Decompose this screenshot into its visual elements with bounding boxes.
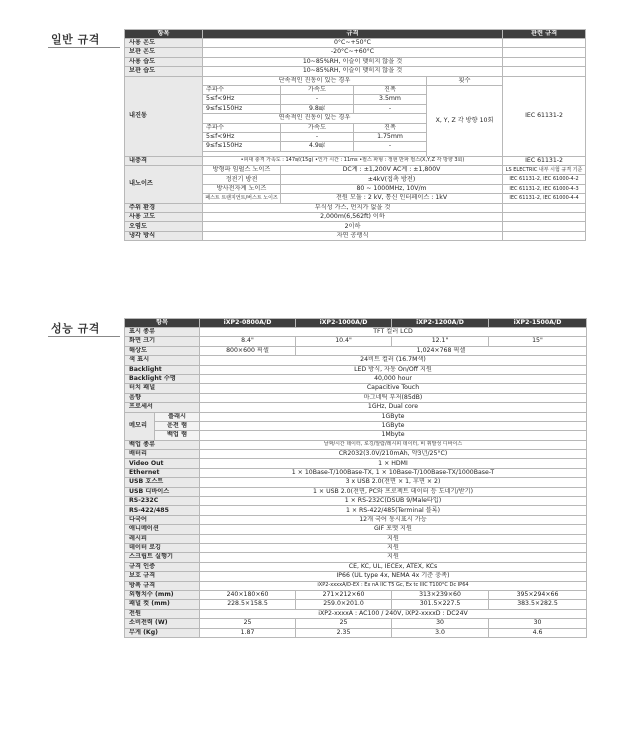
row-label: 데이터 로깅 (125, 543, 200, 552)
table-row (125, 450, 587, 459)
row-empty (503, 48, 586, 57)
row-value: 383.5×282.5 (489, 600, 587, 609)
row-value: 30 (489, 619, 587, 628)
row-label: 사용 온도 (125, 39, 203, 48)
row-value: 12개 국어 동시표시 가능 (200, 515, 587, 524)
row-value: 10.4" (296, 337, 392, 346)
row-label: 사용 습도 (125, 57, 203, 66)
row-value: -20°C~+60°C (203, 48, 503, 57)
row-value: 301.5×227.5 (392, 600, 489, 609)
row-empty (503, 57, 586, 66)
general-title-divider (48, 47, 120, 48)
table-row (125, 468, 587, 477)
col-freq: 주파수 (203, 85, 281, 94)
table-row (125, 487, 587, 496)
row-value: 1.87 (200, 628, 296, 637)
row-label: 스크립트 실행기 (125, 553, 200, 562)
row-value: 3.0 (392, 628, 489, 637)
table-row (125, 222, 586, 231)
table-row (125, 213, 586, 222)
header-related: 관련 규격 (503, 30, 586, 39)
table-row (125, 337, 587, 346)
row-empty (503, 213, 586, 222)
row-value: 271×212×60 (296, 590, 392, 599)
header-model-1: iXP2-0800A/D (200, 319, 296, 328)
noise-standard: IEC 61131-2, IEC 61000-4-2 (503, 175, 586, 184)
table-row (125, 57, 586, 66)
memory-value: 1GByte (200, 421, 587, 430)
memory-row (125, 431, 587, 440)
row-value: 3 x USB 2.0(전면 × 1, 후면 × 2) (200, 478, 587, 487)
table-row (125, 628, 587, 637)
row-label: 냉각 방식 (125, 231, 203, 240)
general-header-row (125, 30, 586, 39)
table-row (125, 384, 587, 393)
row-label: 색 표시 (125, 356, 200, 365)
table-row (125, 609, 587, 618)
row-value: 날짜/시간 데이터, 로깅/알람/레시피 데이터, 비 휘발성 디바이스 (200, 440, 587, 449)
row-label: 주위 환경 (125, 203, 203, 212)
noise-value: 80 ~ 1000MHz, 10V/m (281, 184, 503, 193)
accel-value: - (281, 132, 354, 141)
table-row (125, 581, 587, 590)
vibration-label: 내진동 (125, 76, 203, 156)
row-value: 8.4" (200, 337, 296, 346)
row-value: LED 방식, 자동 On/Off 지원 (200, 365, 587, 374)
row-label: 터치 패널 (125, 384, 200, 393)
freq-value: 5≤f<9Hz (203, 132, 281, 141)
header-item: 항목 (125, 319, 200, 328)
table-row (125, 39, 586, 48)
row-label: RS-232C (125, 497, 200, 506)
table-row (125, 67, 586, 76)
memory-sub-label: 플래시 (155, 412, 200, 421)
col-amp: 진폭 (354, 123, 427, 132)
vibration-continuous: 연속적인 진동이 있는 경우 (203, 114, 427, 123)
row-value: 지원 (200, 553, 587, 562)
noise-standard: IEC 61131-2, IEC 61000-4-3 (503, 184, 586, 193)
memory-row (125, 421, 587, 430)
row-value: 30 (392, 619, 489, 628)
row-value: 259.0×201.0 (296, 600, 392, 609)
memory-label: 메모리 (125, 412, 155, 440)
table-row (125, 619, 587, 628)
vibration-row (125, 76, 586, 85)
row-value: iXP2-xxxxA/D-EX : Ex nA IIC T5 Gc, Ex tc IIIC T100°C Dc IP64 (200, 581, 587, 590)
row-value: CR2032(3.0V/210mAh, 약3년/25°C) (200, 450, 587, 459)
header-model-2: iXP2-1000A/D (296, 319, 392, 328)
table-row (125, 328, 587, 337)
row-label: 해상도 (125, 346, 200, 355)
table-row (125, 562, 587, 571)
row-label: 소비전력 (W) (125, 619, 200, 628)
row-value: 4.6 (489, 628, 587, 637)
general-spec-title: 일반 규격 (51, 33, 100, 46)
row-value: 1GHz, Dual core (200, 403, 587, 412)
row-value: 1 × RS-232C(DSUB 9/Male타입) (200, 497, 587, 506)
noise-value: ±4kV(접촉 방전) (281, 175, 503, 184)
header-model-4: iXP2-1500A/D (489, 319, 587, 328)
noise-standard: LS ELECTRIC 내부 시험 규격 기준 (503, 166, 586, 175)
table-row (125, 553, 587, 562)
col-accel: 가속도 (281, 85, 354, 94)
row-label: RS-422/485 (125, 506, 200, 515)
row-label: Video Out (125, 459, 200, 468)
memory-sub-label: 백업 램 (155, 431, 200, 440)
row-value: 2,000m(6,562ft) 이하 (203, 213, 503, 222)
row-value: 0°C~+50°C (203, 39, 503, 48)
table-row (125, 515, 587, 524)
performance-spec-table (124, 318, 587, 638)
table-row (125, 203, 586, 212)
header-item: 항목 (125, 30, 203, 39)
row-value: 2이하 (203, 222, 503, 231)
row-empty (503, 39, 586, 48)
row-value: Capacitive Touch (200, 384, 587, 393)
row-label: 패널 컷 (mm) (125, 600, 200, 609)
row-value: 부식성 가스, 먼지가 없을 것 (203, 203, 503, 212)
table-row (125, 478, 587, 487)
row-label: 오염도 (125, 222, 203, 231)
row-value: 24비트 컬러 (16.7M색) (200, 356, 587, 365)
row-value: •피대 충격 가속도 : 147㎨(15g) •인가 시간 : 11ms •펄스 파형 : 정현 반파 펄스(X,Y,Z 각 방향 3회) (203, 156, 503, 165)
row-value: 1 × RS-422/485(Terminal 블록) (200, 506, 587, 515)
row-value: GIF 포맷 지원 (200, 525, 587, 534)
row-value: 10~85%RH, 이슬이 맺히지 않을 것 (203, 67, 503, 76)
row-label: 내충격 (125, 156, 203, 165)
table-row (125, 48, 586, 57)
table-row (125, 497, 587, 506)
table-row (125, 459, 587, 468)
row-label: 표시 종류 (125, 328, 200, 337)
table-row (125, 572, 587, 581)
row-value: 313×239×60 (392, 590, 489, 599)
noise-row (125, 166, 586, 175)
row-label: 다국어 (125, 515, 200, 524)
row-label: 백업 종류 (125, 440, 200, 449)
row-standard: IEC 61131-2 (503, 156, 586, 165)
row-value: 지원 (200, 534, 587, 543)
noise-name: 정전기 방전 (203, 175, 281, 184)
vibration-standard: IEC 61131-2 (503, 76, 586, 156)
table-row (125, 231, 586, 240)
row-label: 애니메이션 (125, 525, 200, 534)
accel-value: - (281, 95, 354, 104)
row-label: Backlight (125, 365, 200, 374)
row-label: USB 디바이스 (125, 487, 200, 496)
row-value: 10~85%RH, 이슬이 맺히지 않을 것 (203, 57, 503, 66)
row-label: 보관 습도 (125, 67, 203, 76)
row-value: CE, KC, UL, IECEx, ATEX, KCs (200, 562, 587, 571)
memory-value: 1GByte (200, 412, 587, 421)
col-freq: 주파수 (203, 123, 281, 132)
row-label: 외형치수 (mm) (125, 590, 200, 599)
row-value: 240×180×60 (200, 590, 296, 599)
table-row (125, 600, 587, 609)
noise-name: 방형파 임펄스 노이즈 (203, 166, 281, 175)
noise-value: 전원 모듈 : 2 kV, 통신 인터페이스 : 1kV (281, 194, 503, 203)
table-row (125, 365, 587, 374)
amp-value: - (354, 142, 427, 151)
accel-value: 9.8㎨ (281, 104, 354, 113)
row-empty (503, 67, 586, 76)
row-label: 규격 인증 (125, 562, 200, 571)
row-empty (503, 222, 586, 231)
table-row (125, 525, 587, 534)
memory-sub-label: 운전 램 (155, 421, 200, 430)
col-accel: 가속도 (281, 123, 354, 132)
row-value: 800×600 픽셀 (200, 346, 296, 355)
freq-value: 9≤f≤150Hz (203, 104, 281, 113)
row-value: 40,000 hour (200, 374, 587, 383)
memory-value: 1Mbyte (200, 431, 587, 440)
freq-value: 9≤f≤150Hz (203, 142, 281, 151)
amp-value: 1.75mm (354, 132, 427, 141)
performance-header-row (125, 319, 587, 328)
accel-value: 4.9㎨ (281, 142, 354, 151)
table-row (125, 403, 587, 412)
row-label: 프로세서 (125, 403, 200, 412)
noise-standard: IEC 61131-2, IEC 61000-4-4 (503, 194, 586, 203)
row-label: Ethernet (125, 468, 200, 477)
row-label: 레시피 (125, 534, 200, 543)
table-row (125, 156, 586, 165)
row-value: 1,024×768 픽셀 (296, 346, 587, 355)
row-label: 무게 (Kg) (125, 628, 200, 637)
table-row (125, 374, 587, 383)
row-label: Backlight 수명 (125, 374, 200, 383)
noise-value: DC계 : ±1,200V AC계 : ±1,800V (281, 166, 503, 175)
row-label: USB 호스트 (125, 478, 200, 487)
col-amp: 진폭 (354, 85, 427, 94)
table-row (125, 356, 587, 365)
header-spec: 규격 (203, 30, 503, 39)
memory-row (125, 412, 587, 421)
row-value: 395×294×66 (489, 590, 587, 599)
table-row (125, 440, 587, 449)
row-empty (503, 231, 586, 240)
vibration-intermittent: 단속적인 진동이 있는 경우 (203, 76, 427, 85)
noise-label: 내노이즈 (125, 166, 203, 204)
row-value: 12.1" (392, 337, 489, 346)
amp-value: - (354, 104, 427, 113)
row-label: 배터리 (125, 450, 200, 459)
row-value: iXP2-xxxxA : AC100 / 240V, iXP2-xxxxD : DC24V (200, 609, 587, 618)
table-row (125, 506, 587, 515)
row-value: TFT 컬러 LCD (200, 328, 587, 337)
row-value: 자연 공랭식 (203, 231, 503, 240)
row-label: 보관 온도 (125, 48, 203, 57)
freq-value: 5≤f<9Hz (203, 95, 281, 104)
row-label: 보호 규격 (125, 572, 200, 581)
row-value: 2.35 (296, 628, 392, 637)
row-label: 화면 크기 (125, 337, 200, 346)
row-value: 1 × USB 2.0(전면, PC와 프로젝트 데이터 등 도네기/받기) (200, 487, 587, 496)
table-row (125, 346, 587, 355)
row-value: 25 (296, 619, 392, 628)
row-value: 228.5×158.5 (200, 600, 296, 609)
row-value: 25 (200, 619, 296, 628)
amp-value: 3.5mm (354, 95, 427, 104)
noise-name: 방사전자계 노이즈 (203, 184, 281, 193)
row-value: 지원 (200, 543, 587, 552)
vibration-count: X, Y, Z 각 방향 10회 (427, 85, 503, 156)
row-label: 전원 (125, 609, 200, 618)
row-value: 1 × HDMI (200, 459, 587, 468)
table-row (125, 393, 587, 402)
row-label: 음향 (125, 393, 200, 402)
table-row (125, 543, 587, 552)
row-empty (503, 203, 586, 212)
general-spec-table (124, 29, 586, 241)
table-row (125, 534, 587, 543)
vibration-count-header: 횟수 (427, 76, 503, 85)
row-value: 1 × 10Base-T/100Base-TX, 1 × 10Base-T/100Base-TX/1000Base-T (200, 468, 587, 477)
row-value: 15" (489, 337, 587, 346)
table-row (125, 590, 587, 599)
row-value: IP66 (UL type 4x, NEMA 4x 기준 충족) (200, 572, 587, 581)
header-model-3: iXP2-1200A/D (392, 319, 489, 328)
row-label: 사용 고도 (125, 213, 203, 222)
noise-name: 패스트 트랜지언트/버스트 노이즈 (203, 194, 281, 203)
performance-spec-title: 성능 규격 (51, 322, 100, 335)
row-value: 마그네틱 부저(85dB) (200, 393, 587, 402)
row-label: 방폭 규격 (125, 581, 200, 590)
performance-title-divider (48, 336, 120, 337)
